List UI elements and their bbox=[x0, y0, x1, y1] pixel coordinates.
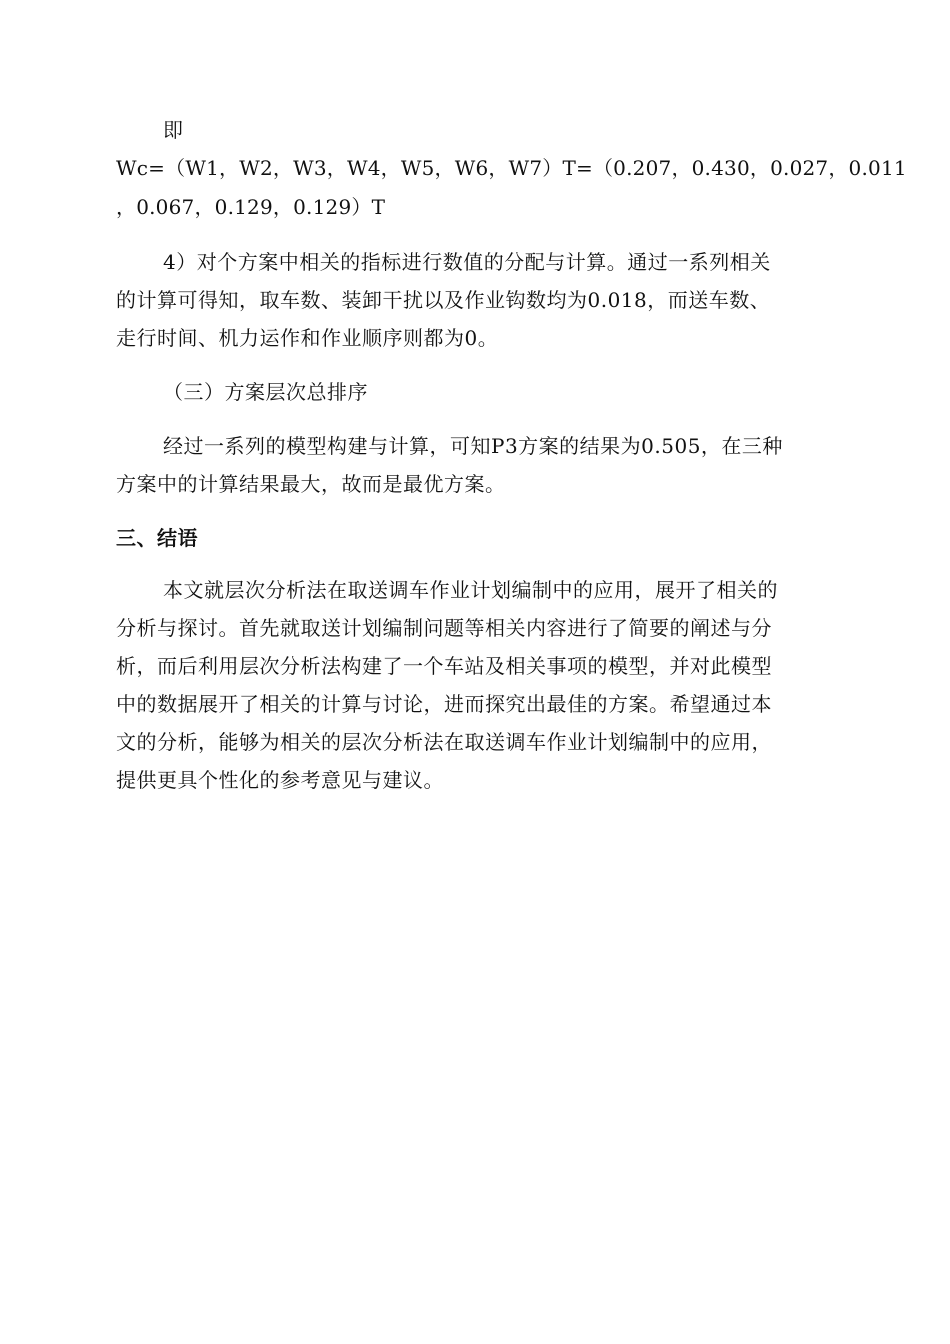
text-line-conclusion-6: 提供更具个性化的参考意见与建议。 bbox=[116, 768, 444, 792]
text-line-conclusion-2: 分析与探讨。首先就取送计划编制问题等相关内容进行了简要的阐述与分 bbox=[116, 616, 772, 640]
text-line-conclusion-4: 中的数据展开了相关的计算与讨论，进而探究出最佳的方案。希望通过本 bbox=[116, 692, 772, 716]
text-line-result-2: 方案中的计算结果最大，故而是最优方案。 bbox=[116, 472, 506, 496]
text-line-para4-3: 走行时间、机力运作和作业顺序则都为0。 bbox=[116, 326, 499, 350]
text-line-conclusion-5: 文的分析，能够为相关的层次分析法在取送调车作业计划编制中的应用， bbox=[116, 730, 772, 754]
text-line-conclusion-1: 本文就层次分析法在取送调车作业计划编制中的应用，展开了相关的 bbox=[163, 578, 778, 602]
text-line-formula-1: Wc=（W1，W2，W3，W4，W5，W6，W7）T=（0.207，0.430，0.027，0.011 bbox=[116, 156, 907, 180]
text-line-para4-1: 4）对个方案中相关的指标进行数值的分配与计算。通过一系列相关 bbox=[163, 250, 771, 274]
text-line-para4-2: 的计算可得知，取车数、装卸干扰以及作业钩数均为0.018，而送车数、 bbox=[116, 288, 771, 312]
text-line-ji: 即 bbox=[163, 118, 184, 142]
section-heading-conclusion: 三、结语 bbox=[116, 526, 198, 550]
text-line-result-1: 经过一系列的模型构建与计算，可知P3方案的结果为0.505，在三种 bbox=[163, 434, 783, 458]
text-line-conclusion-3: 析，而后利用层次分析法构建了一个车站及相关事项的模型，并对此模型 bbox=[116, 654, 772, 678]
text-line-formula-2: ，0.067，0.129，0.129）T bbox=[116, 195, 386, 219]
section-subheading: （三）方案层次总排序 bbox=[163, 380, 368, 404]
